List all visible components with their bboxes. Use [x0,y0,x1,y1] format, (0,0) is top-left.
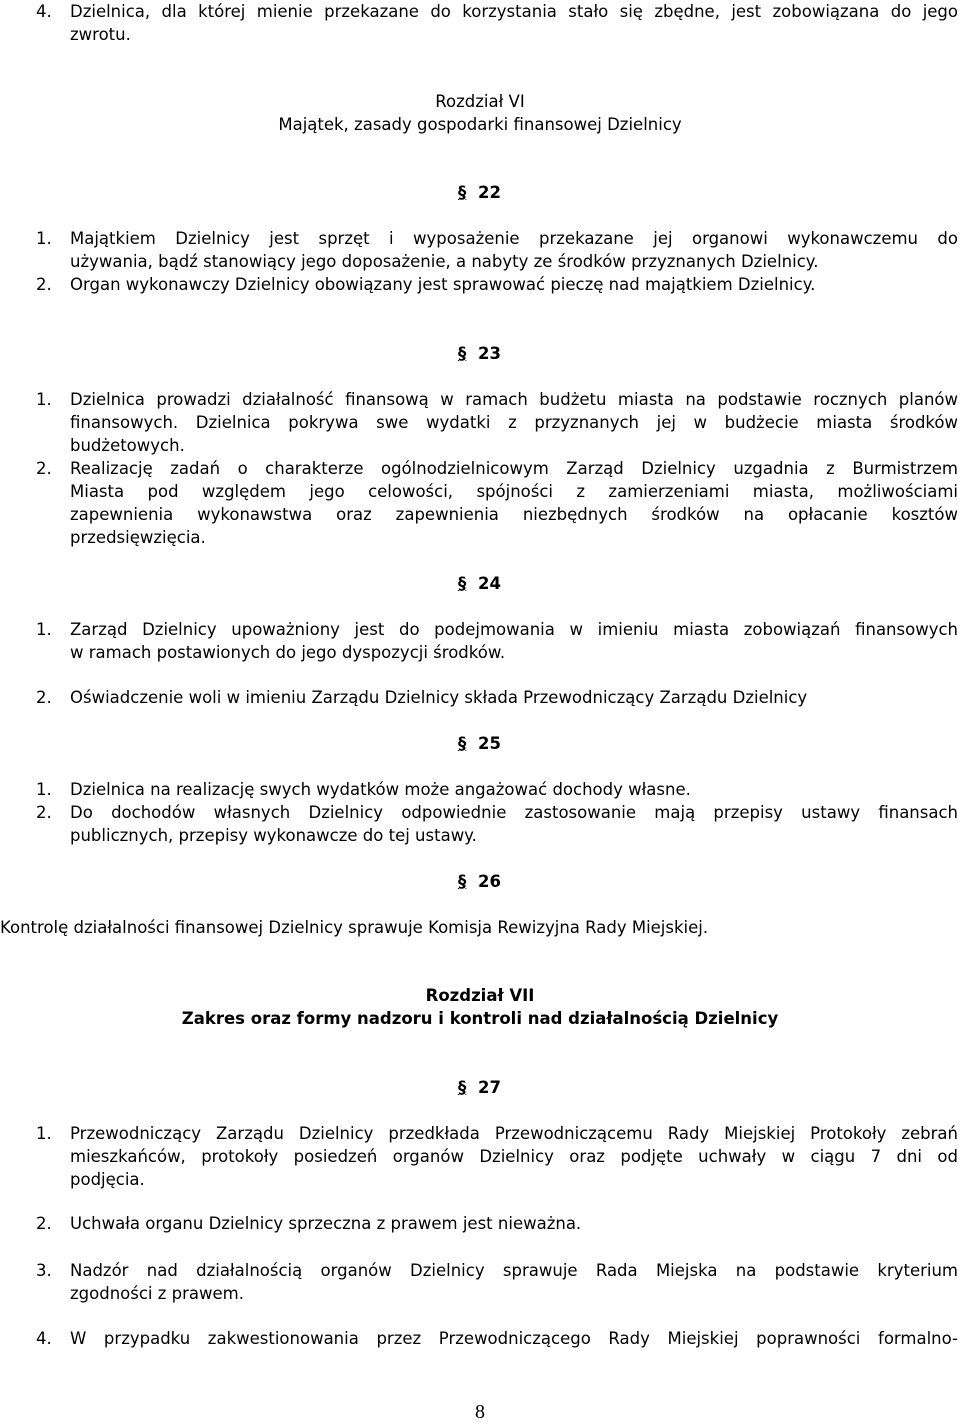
section-sign: § [458,574,467,593]
item-number: 2. [36,803,52,822]
paragraph-heading [458,870,518,893]
item-text-line: zapewnienia wykonawstwa oraz zapewnienia niezbędnych środków na opłacanie kosztów [70,505,958,524]
section-sign: § [458,734,467,753]
item-text-line: zgodności z prawem. [70,1284,244,1303]
item-number: 1. [36,780,52,799]
paragraph-number: 25 [478,734,501,753]
page-number: 8 [475,1401,485,1423]
list-item [36,618,958,664]
item-number: 1. [36,229,52,248]
chapter-title: Rozdział VII [425,986,535,1005]
item-text-line: Dzielnica prowadzi działalność finansową w ramach budżetu miasta na podstawie rocznych planów [70,390,958,409]
section-sign: § [458,183,467,202]
item-text-line: finansowych. Dzielnica pokrywa swe wydatki z przyznanych jej w budżecie miasta środków [70,413,958,432]
list-item [36,457,958,549]
item-text-line: Zarząd Dzielnicy upoważniony jest do podejmowania w imieniu miasta zobowiązań finansowych [70,620,958,639]
paragraph-number: 27 [478,1078,501,1097]
item-text-line: mieszkańców, protokoły posiedzeń organów Dzielnicy oraz podjęte uchwały w ciągu 7 dni od [70,1147,958,1166]
item-text-line: Oświadczenie woli w imieniu Zarządu Dzielnicy składa Przewodniczący Zarządu Dzielnicy [70,688,808,707]
chapter-subtitle: Zakres oraz formy nadzoru i kontroli nad działalnością Dzielnicy [181,1009,779,1028]
item-text-line: zwrotu. [70,25,131,44]
section-sign: § [458,1078,467,1097]
paragraph-heading [458,1076,518,1099]
paragraph-number: 22 [478,183,501,202]
paragraph-heading [458,572,518,595]
item-text-line: Miasta pod względem jego celowości, spójności z zamierzeniami miasta, możliwościami [70,482,958,501]
chapter-title: Rozdział VI [435,92,525,111]
list-item [36,388,958,457]
list-item [36,1122,958,1191]
item-number: 2. [36,688,52,707]
item-text-line: Realizację zadań o charakterze ogólnodzielnicowym Zarząd Dzielnicy uzgadnia z Burmistrzem [70,459,958,478]
item-text-line: używania, bądź stanowiący jego doposażenie, a nabyty ze środków przyznanych Dzielnicy. [70,252,819,271]
item-text-line: Organ wykonawczy Dzielnicy obowiązany jest sprawować pieczę nad majątkiem Dzielnicy. [70,275,816,294]
item-text-line: podjęcia. [70,1170,145,1189]
item-number: 4. [36,2,52,21]
item-number: 1. [36,620,52,639]
list-item [36,1259,958,1305]
item-text-line: Przewodniczący Zarządu Dzielnicy przedkłada Przewodniczącemu Rady Miejskiej Protokoły zebrań [70,1124,958,1143]
item-text-line: publicznych, przepisy wykonawcze do tej ustawy. [70,826,477,845]
item-number: 1. [36,1124,52,1143]
paragraph-number: 24 [478,574,501,593]
item-number: 2. [36,459,52,478]
paragraph-heading [458,342,518,365]
item-text-line: W przypadku zakwestionowania przez Przewodniczącego Rady Miejskiej poprawności formalno- [70,1329,958,1348]
paragraph-heading [458,732,518,755]
list-item [36,0,958,46]
item-text-line: Nadzór nad działalnością organów Dzielnicy sprawuje Rada Miejska na podstawie kryterium [70,1261,958,1280]
item-text-line: w ramach postawionych do jego dyspozycji środków. [70,643,506,662]
item-text-line: Dzielnica na realizację swych wydatków może angażować dochody własne. [70,780,691,799]
item-text-line: Do dochodów własnych Dzielnicy odpowiednie zastosowanie mają przepisy ustawy finansach [70,803,958,822]
paragraph-number: 23 [478,344,501,363]
section-sign: § [458,872,467,891]
list-item [36,686,958,709]
item-text-line: Uchwała organu Dzielnicy sprzeczna z prawem jest nieważna. [70,1214,582,1233]
list-item [36,1327,958,1350]
item-text-line: Majątkiem Dzielnicy jest sprzęt i wyposażenie przekazane jej organowi wykonawczemu do [70,229,958,248]
item-text-line: Dzielnica, dla której mienie przekazane do korzystania stało się zbędne, jest zobowiązana do jego [70,2,958,21]
item-number: 2. [36,275,52,294]
item-number: 3. [36,1261,52,1280]
item-number: 4. [36,1329,52,1348]
item-number: 1. [36,390,52,409]
list-item [36,1212,958,1235]
paragraph-heading [458,181,518,204]
list-item [36,801,958,847]
section-sign: § [458,344,467,363]
list-item [36,778,958,801]
item-text-line: budżetowych. [70,436,185,455]
list-item [36,227,958,273]
list-item [36,273,958,296]
paragraph-text: Kontrolę działalności finansowej Dzielnicy sprawuje Komisja Rewizyjna Rady Miejskiej. [0,918,709,937]
item-text-line: przedsięwzięcia. [70,528,206,547]
paragraph-number: 26 [478,872,501,891]
item-number: 2. [36,1214,52,1233]
chapter-subtitle: Majątek, zasady gospodarki finansowej Dzielnicy [278,115,682,134]
